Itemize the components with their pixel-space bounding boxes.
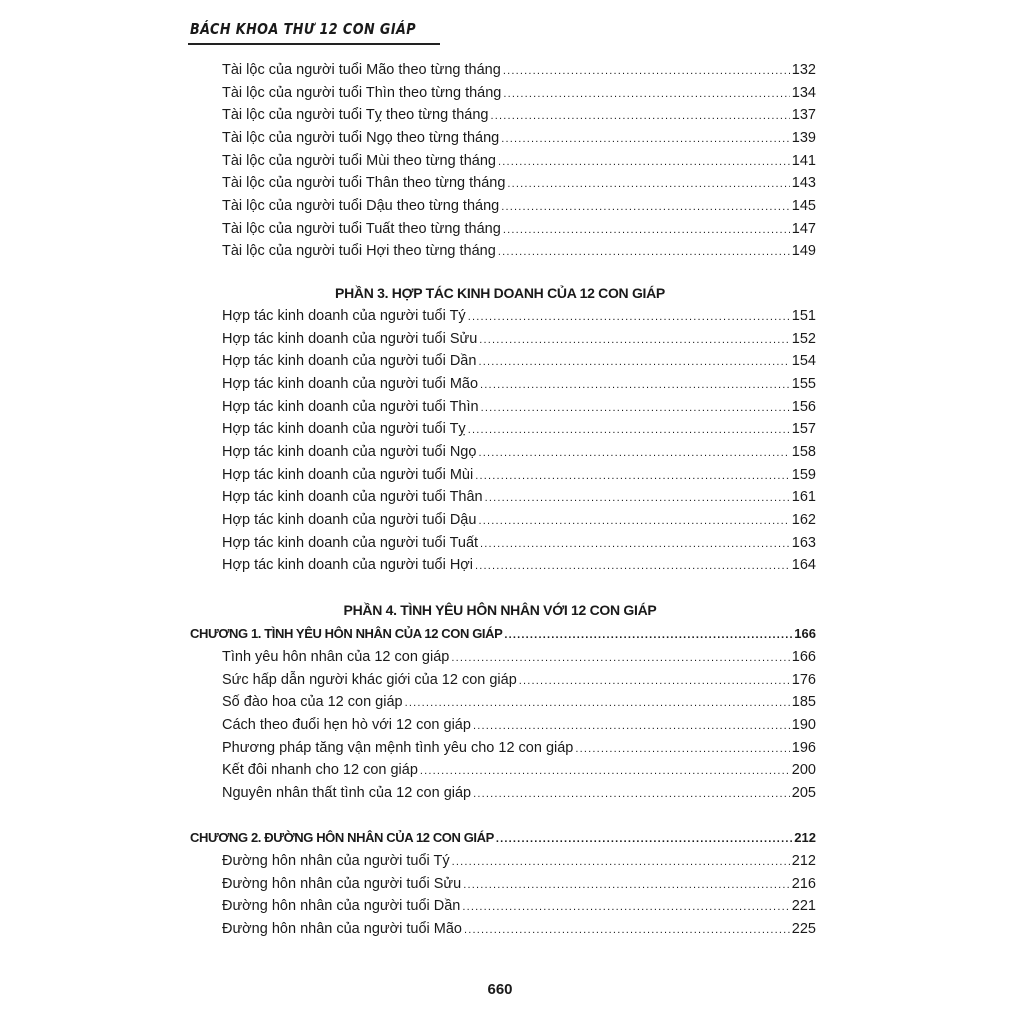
- header-underline: [188, 43, 440, 45]
- toc-entry: [222, 919, 816, 939]
- toc-entry: [222, 692, 816, 712]
- entry-page: 163: [791, 534, 816, 551]
- entry-page: 149: [791, 243, 816, 260]
- entry-title: Sức hấp dẫn người khác giới của 12 con giáp: [222, 671, 517, 688]
- entry-title: Hợp tác kinh doanh của người tuổi Ngọ: [222, 443, 477, 460]
- entry-title: Tài lộc của người tuổi Mão theo từng tháng: [222, 62, 501, 78]
- entry-page: 145: [791, 197, 816, 214]
- entry-page: 134: [791, 84, 816, 101]
- toc-entry: [222, 83, 816, 103]
- entry-title: Tài lộc của người tuổi Thìn theo từng tháng: [222, 84, 502, 101]
- entry-page: 161: [791, 489, 816, 506]
- dot-leader: [452, 852, 790, 872]
- entry-page: 154: [791, 353, 816, 370]
- dot-leader: [507, 174, 789, 194]
- running-header: BÁCH KHOA THƯ 12 CON GIÁP: [190, 20, 417, 38]
- entry-title: Tài lộc của người tuổi Thân theo từng tháng: [222, 175, 506, 192]
- dot-leader: [473, 716, 790, 736]
- dot-leader: [519, 671, 790, 691]
- entry-title: CHƯƠNG 1. TÌNH YÊU HÔN NHÂN CỦA 12 CON GIÁP: [190, 626, 503, 641]
- entry-title: Tài lộc của người tuổi Tuất theo từng tháng: [222, 220, 501, 237]
- dot-leader: [501, 197, 790, 217]
- entry-title: Đường hôn nhân của người tuổi Sửu: [222, 875, 462, 892]
- toc-entry: [222, 715, 816, 735]
- entry-page: 139: [791, 129, 816, 146]
- entry-page: 190: [791, 716, 816, 733]
- toc-entry: [222, 241, 816, 261]
- entry-title: Số đào hoa của 12 con giáp: [222, 694, 403, 711]
- entry-page: 156: [791, 398, 816, 415]
- toc-entry: [222, 783, 816, 803]
- toc-entry: [222, 351, 816, 371]
- dot-leader: [420, 761, 790, 781]
- dot-leader: [468, 420, 790, 440]
- dot-leader: [479, 330, 790, 350]
- dot-leader: [480, 375, 790, 395]
- page-number: 660: [487, 981, 513, 998]
- entry-page: 155: [791, 375, 816, 392]
- toc-entry: [222, 374, 816, 394]
- entry-title: Hợp tác kinh doanh của người tuổi Tý: [222, 308, 466, 324]
- toc-entry: [222, 874, 816, 894]
- entry-title: Tài lộc của người tuổi Hợi theo từng tháng: [222, 243, 496, 260]
- entry-page: 151: [791, 308, 816, 324]
- toc-entry: [222, 397, 816, 417]
- entry-page: 166: [791, 649, 816, 665]
- entry-title: Cách theo đuổi hẹn hò với 12 con giáp: [222, 716, 471, 733]
- entry-title: Tài lộc của người tuổi Tỵ theo từng tháng: [222, 107, 489, 124]
- entry-page: 164: [791, 557, 816, 574]
- entry-page: 212: [791, 853, 816, 869]
- entry-title: Đường hôn nhân của người tuổi Mão: [222, 920, 462, 937]
- dot-leader: [463, 875, 790, 895]
- toc-chapter-entry: [190, 828, 816, 848]
- dot-leader: [475, 466, 790, 486]
- toc-entry: [222, 151, 816, 171]
- toc-entry: [222, 128, 816, 148]
- toc-entry: [222, 173, 816, 193]
- toc-entry: [222, 442, 816, 462]
- entry-page: 147: [791, 220, 816, 237]
- dot-leader: [480, 534, 790, 554]
- toc-entry: [222, 465, 816, 485]
- entry-title: Hợp tác kinh doanh của người tuổi Thân: [222, 489, 483, 506]
- dot-leader: [496, 829, 792, 849]
- entry-title: Hợp tác kinh doanh của người tuổi Tuất: [222, 534, 479, 551]
- dot-leader: [501, 129, 790, 149]
- entry-page: 159: [791, 466, 816, 483]
- toc-entry: [222, 60, 816, 80]
- entry-title: Hợp tác kinh doanh của người tuổi Dần: [222, 353, 477, 370]
- part-3-heading: PHẦN 3. HỢP TÁC KINH DOANH CỦA 12 CON GIÁP: [335, 285, 665, 301]
- toc-entry: [222, 738, 816, 758]
- entry-page: 225: [791, 920, 816, 937]
- entry-page: 221: [791, 898, 816, 915]
- entry-title: Hợp tác kinh doanh của người tuổi Dậu: [222, 511, 477, 528]
- toc-entry: [222, 896, 816, 916]
- dot-leader: [490, 106, 789, 126]
- dot-leader: [468, 307, 790, 327]
- entry-page: 200: [791, 762, 816, 779]
- entry-title: Hợp tác kinh doanh của người tuổi Mùi: [222, 466, 474, 483]
- dot-leader: [478, 443, 789, 463]
- dot-leader: [464, 920, 790, 940]
- toc-entry: [222, 760, 816, 780]
- entry-title: Nguyên nhân thất tình của 12 con giáp: [222, 784, 472, 801]
- entry-page: 176: [791, 671, 816, 688]
- dot-leader: [503, 220, 790, 240]
- dot-leader: [475, 556, 790, 576]
- entry-page: 162: [791, 511, 816, 528]
- toc-entry: [222, 329, 816, 349]
- toc-chapter-entry: [190, 624, 816, 644]
- toc-entry: [222, 306, 816, 326]
- entry-title: CHƯƠNG 2. ĐƯỜNG HÔN NHÂN CỦA 12 CON GIÁP: [190, 830, 494, 845]
- entry-page: 141: [791, 152, 816, 169]
- toc-entry: [222, 851, 816, 871]
- dot-leader: [498, 152, 790, 172]
- dot-leader: [462, 897, 789, 917]
- dot-leader: [498, 242, 790, 262]
- entry-page: 152: [791, 330, 816, 347]
- part-4-heading: PHẦN 4. TÌNH YÊU HÔN NHÂN VỚI 12 CON GIÁP: [343, 602, 657, 618]
- dot-leader: [503, 61, 790, 81]
- toc-entry: [222, 196, 816, 216]
- dot-leader: [575, 739, 789, 759]
- dot-leader: [485, 488, 790, 508]
- toc-entry: [222, 219, 816, 239]
- entry-title: Kết đôi nhanh cho 12 con giáp: [222, 762, 418, 779]
- entry-title: Tài lộc của người tuổi Mùi theo từng tháng: [222, 152, 496, 169]
- entry-title: Hợp tác kinh doanh của người tuổi Hợi: [222, 557, 474, 574]
- entry-title: Tài lộc của người tuổi Ngọ theo từng tháng: [222, 129, 500, 146]
- entry-title: Tình yêu hôn nhân của 12 con giáp: [222, 649, 450, 665]
- toc-entry: [222, 105, 816, 125]
- entry-title: Tài lộc của người tuổi Dậu theo từng tháng: [222, 197, 500, 214]
- entry-page: 137: [791, 107, 816, 124]
- dot-leader: [481, 398, 790, 418]
- entry-title: Phương pháp tăng vận mệnh tình yêu cho 12 con giáp: [222, 739, 574, 756]
- toc-entry: [222, 419, 816, 439]
- toc-entry: [222, 647, 816, 667]
- entry-page: 196: [791, 739, 816, 756]
- entry-title: Đường hôn nhân của người tuổi Tý: [222, 853, 450, 869]
- toc-entry: [222, 487, 816, 507]
- entry-page: 205: [791, 784, 816, 801]
- dot-leader: [503, 84, 789, 104]
- dot-leader: [478, 352, 789, 372]
- toc-entry: [222, 533, 816, 553]
- entry-page: 157: [791, 421, 816, 438]
- toc-entry: [222, 670, 816, 690]
- entry-title: Hợp tác kinh doanh của người tuổi Mão: [222, 375, 479, 392]
- entry-title: Hợp tác kinh doanh của người tuổi Tỵ: [222, 421, 466, 438]
- entry-title: Hợp tác kinh doanh của người tuổi Sửu: [222, 330, 478, 347]
- toc-entry: [222, 555, 816, 575]
- entry-page: 216: [791, 875, 816, 892]
- dot-leader: [451, 648, 789, 668]
- entry-title: Hợp tác kinh doanh của người tuổi Thìn: [222, 398, 479, 415]
- entry-page: 143: [791, 175, 816, 192]
- entry-page: 185: [791, 694, 816, 711]
- dot-leader: [473, 784, 790, 804]
- entry-title: Đường hôn nhân của người tuổi Dần: [222, 898, 461, 915]
- dot-leader: [504, 625, 792, 645]
- dot-leader: [478, 511, 789, 531]
- entry-page: 166: [794, 626, 816, 641]
- entry-page: 132: [791, 62, 816, 78]
- dot-leader: [405, 693, 790, 713]
- toc-entry: [222, 510, 816, 530]
- entry-page: 158: [791, 443, 816, 460]
- entry-page: 212: [794, 830, 816, 845]
